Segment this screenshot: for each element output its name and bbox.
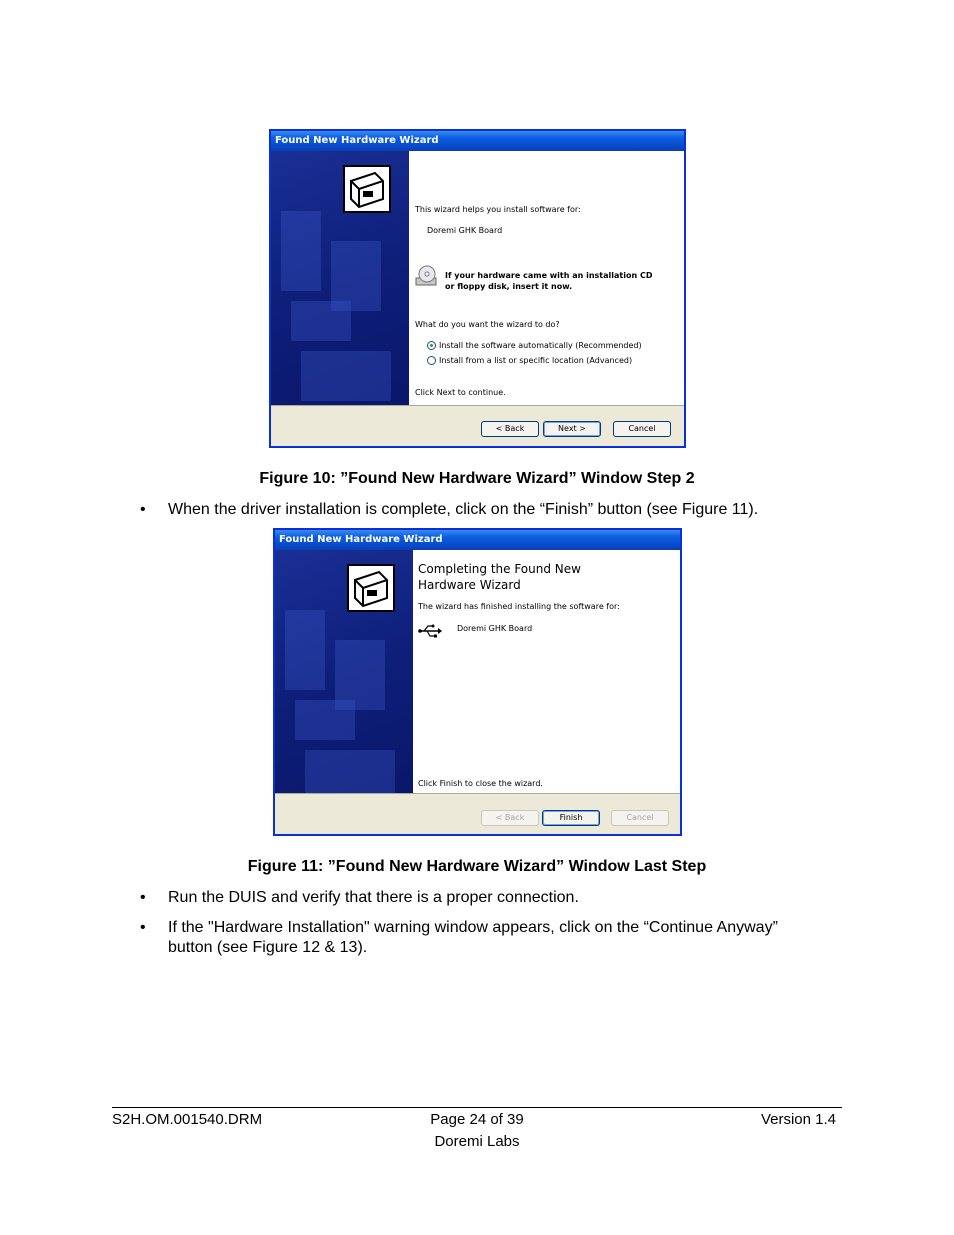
back-button[interactable]: < Back xyxy=(481,421,539,437)
figure10-title-bar: Found New Hardware Wizard xyxy=(271,131,684,151)
bullet-text: When the driver installation is complete, click on the “Finish” button (see Figure 11). xyxy=(168,501,759,518)
bullet-icon: • xyxy=(140,889,146,906)
hardware-icon xyxy=(343,165,391,213)
wizard-question: What do you want the wizard to do? xyxy=(415,320,560,329)
footer-company: Doremi Labs xyxy=(434,1133,520,1150)
option-install-automatic-label: Install the software automatically (Recommended) xyxy=(439,341,642,350)
bullet-icon: • xyxy=(140,919,146,936)
device-name: Doremi GHK Board xyxy=(457,624,533,633)
bullet-text-line1: If the "Hardware Installation" warning window appears, click on the “Continue Anyway” xyxy=(168,919,778,936)
close-text: Click Finish to close the wizard. xyxy=(418,779,543,788)
footer-divider xyxy=(112,1107,842,1108)
bullet-icon: • xyxy=(140,501,146,518)
figure11-wizard-sidebar-graphic xyxy=(275,550,413,794)
figure10-wizard-sidebar-graphic xyxy=(271,151,409,406)
bullet-text: Run the DUIS and verify that there is a proper connection. xyxy=(168,889,579,906)
option-install-automatic[interactable] xyxy=(427,341,642,350)
cd-notice-line2: or floppy disk, insert it now. xyxy=(445,282,573,291)
figure11-caption: Figure 11: ”Found New Hardware Wizard” Window Last Step xyxy=(247,858,707,875)
cancel-button[interactable]: Cancel xyxy=(611,810,669,826)
figure10-separator xyxy=(271,405,684,406)
footer-doc-id: S2H.OM.001540.DRM xyxy=(112,1111,263,1128)
finish-button[interactable]: Finish xyxy=(542,810,600,826)
finished-text: The wizard has finished installing the software for: xyxy=(418,602,620,611)
continue-text: Click Next to continue. xyxy=(415,388,506,397)
figure11-separator xyxy=(275,793,680,794)
next-button[interactable]: Next > xyxy=(543,421,601,437)
device-name: Doremi GHK Board xyxy=(427,226,503,235)
radio-selected-icon[interactable] xyxy=(427,341,436,350)
usb-icon xyxy=(418,624,442,638)
figure11-wizard-window xyxy=(273,528,682,836)
completion-heading-line2: Hardware Wizard xyxy=(418,578,521,592)
back-button[interactable]: < Back xyxy=(481,810,539,826)
option-install-from-list-label: Install from a list or specific location (Advanced) xyxy=(439,356,633,365)
figure10-content-pane xyxy=(409,151,684,406)
figure10-caption: Figure 10: ”Found New Hardware Wizard” Window Step 2 xyxy=(259,470,695,487)
completion-heading-line1: Completing the Found New xyxy=(418,562,581,576)
figure11-title-bar: Found New Hardware Wizard xyxy=(275,530,680,550)
footer-version: Version 1.4 xyxy=(760,1111,836,1128)
cancel-button[interactable]: Cancel xyxy=(613,421,671,437)
bullet-text-line2: button (see Figure 12 & 13). xyxy=(168,939,368,956)
cd-notice-line1: If your hardware came with an installation CD xyxy=(445,271,653,280)
cd-icon xyxy=(415,265,437,287)
option-install-from-list[interactable] xyxy=(427,356,632,365)
figure10-wizard-window xyxy=(269,129,686,448)
wizard-intro-text: This wizard helps you install software for: xyxy=(415,205,581,214)
radio-unselected-icon[interactable] xyxy=(427,356,436,365)
footer-page-number: Page 24 of 39 xyxy=(430,1111,524,1128)
figure11-content-pane xyxy=(413,550,680,794)
hardware-icon xyxy=(347,564,395,612)
